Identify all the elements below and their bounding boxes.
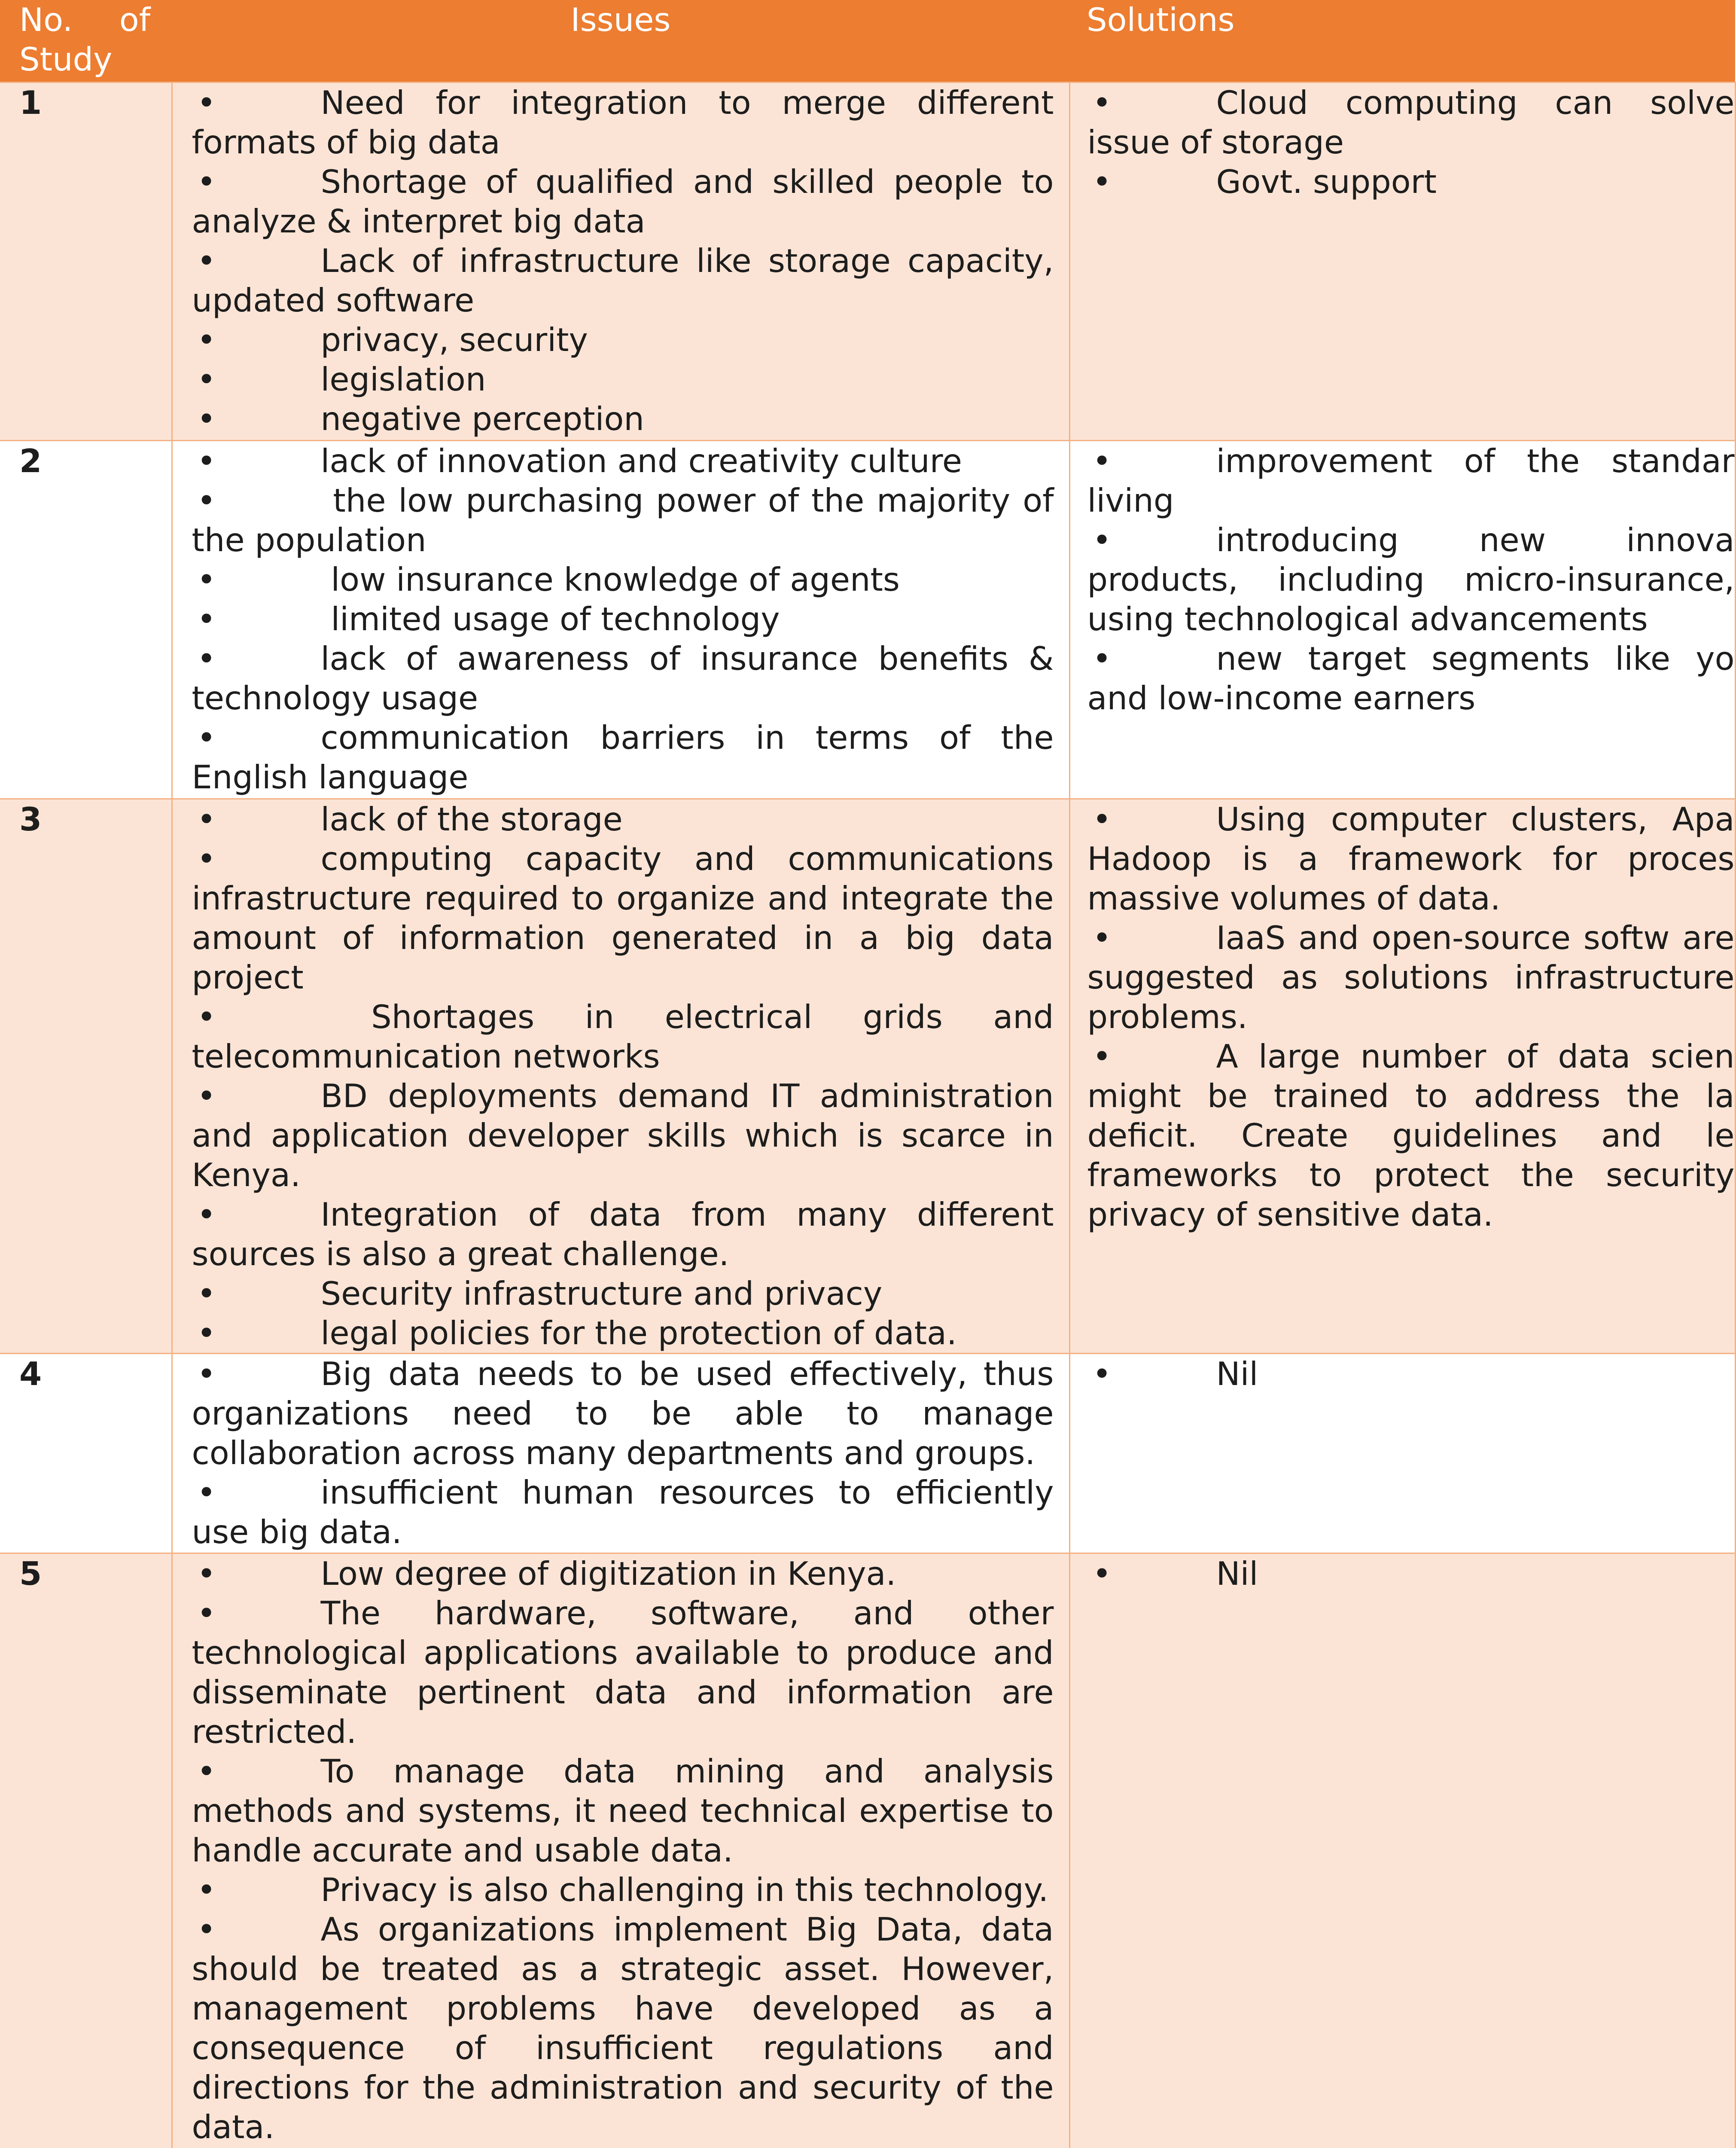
- issues-cell: [172, 1553, 1069, 2148]
- study-number-cell: 1: [0, 82, 172, 441]
- solution-item: [1087, 639, 1735, 718]
- bullet-icon: •: [1092, 521, 1112, 559]
- bullet-icon: •: [197, 1474, 216, 1511]
- issue-text: privacy, security: [320, 321, 588, 359]
- solutions-cell: [1069, 799, 1735, 1354]
- issue-text: BD deployments demand IT administration and application developer skills which is scarce in Kenya.: [192, 1077, 1054, 1194]
- solution-text: improvement of the standar living: [1087, 442, 1735, 519]
- table-row: [0, 441, 1735, 799]
- issue-text: limited usage of technology: [320, 600, 780, 638]
- issue-item: [192, 162, 1054, 241]
- table-body: [0, 82, 1735, 2148]
- table-row: [0, 1354, 1735, 1553]
- solution-text: Govt. support: [1216, 163, 1437, 201]
- issue-item: [192, 83, 1054, 162]
- issue-text: communication barriers in terms of the English language: [192, 719, 1054, 796]
- solution-item: [1087, 799, 1735, 918]
- bullet-icon: •: [197, 1314, 216, 1352]
- issue-item: [192, 1354, 1054, 1473]
- bullet-icon: •: [197, 360, 216, 398]
- table-row: [0, 1553, 1735, 2148]
- solutions-cell: [1069, 82, 1735, 441]
- issue-text: To manage data mining and analysis methods and systems, it need technical expertise to handle accurate and usable data.: [192, 1752, 1054, 1869]
- solution-item: [1087, 162, 1735, 201]
- solution-item: [1087, 1554, 1735, 1593]
- issue-text: Shortages in electrical grids and telecommunication networks: [192, 998, 1054, 1075]
- issue-item: [192, 399, 1054, 439]
- bullet-icon: •: [197, 640, 216, 677]
- issues-cell: [172, 799, 1069, 1354]
- solution-text: Cloud computing can solve issue of storage: [1087, 84, 1735, 161]
- issue-text: Need for integration to merge different formats of big data: [192, 84, 1054, 161]
- issue-item: [192, 481, 1054, 560]
- bullet-icon: •: [1092, 640, 1112, 677]
- issue-text: Integration of data from many different sources is also a great challenge.: [192, 1196, 1054, 1273]
- bullet-icon: •: [197, 561, 216, 598]
- solution-item: [1087, 1354, 1735, 1394]
- solution-item: [1087, 918, 1735, 1037]
- study-number-cell: 3: [0, 799, 172, 1354]
- issue-item: [192, 320, 1054, 360]
- bullet-icon: •: [197, 1752, 216, 1790]
- study-number-cell: 2: [0, 441, 172, 799]
- issues-cell: [172, 82, 1069, 441]
- issue-text: negative perception: [320, 400, 644, 438]
- issue-item: [192, 1593, 1054, 1751]
- bullet-icon: •: [197, 1355, 216, 1393]
- issue-item: [192, 1870, 1054, 1910]
- issue-text: legal policies for the protection of data.: [320, 1314, 957, 1352]
- issue-text: insufficient human resources to efficiently use big data.: [192, 1474, 1054, 1551]
- issue-item: [192, 1274, 1054, 1313]
- issue-text: computing capacity and communications infrastructure required to organize and integrate the amount of information generated in a big data project: [192, 840, 1054, 996]
- solution-text: Using computer clusters, Apa Hadoop is a framework for proces massive volumes of data.: [1087, 800, 1735, 917]
- header-no-line-1: No. of: [19, 1, 150, 39]
- bullet-icon: •: [197, 1077, 216, 1115]
- issue-text: Privacy is also challenging in this technology.: [320, 1871, 1049, 1909]
- issue-item: [192, 1751, 1054, 1870]
- issue-item: [192, 241, 1054, 320]
- bullet-icon: •: [197, 242, 216, 280]
- issue-item: [192, 1554, 1054, 1593]
- solution-item: [1087, 441, 1735, 520]
- solution-text: Nil: [1216, 1555, 1258, 1593]
- study-number-cell: 4: [0, 1354, 172, 1553]
- solution-text: Nil: [1216, 1355, 1258, 1393]
- issue-item: [192, 599, 1054, 639]
- issue-item: [192, 360, 1054, 399]
- solution-text: new target segments like yo and low-income earners: [1087, 640, 1735, 717]
- issue-text: Lack of infrastructure like storage capacity, updated software: [192, 242, 1054, 319]
- issue-text: Low degree of digitization in Kenya.: [320, 1555, 896, 1593]
- issue-item: [192, 441, 1054, 481]
- solution-text: IaaS and open-source softw are suggested as solutions infrastructure problems.: [1087, 919, 1735, 1036]
- bullet-icon: •: [197, 600, 216, 638]
- bullet-icon: •: [197, 719, 216, 757]
- issue-text: Big data needs to be used effectively, thus organizations need to be able to manage collaboration across many departments and groups.: [192, 1355, 1054, 1472]
- solution-item: [1087, 1037, 1735, 1234]
- bullet-icon: •: [197, 400, 216, 438]
- study-number-cell: 5: [0, 1553, 172, 2148]
- bullet-icon: •: [197, 800, 216, 838]
- bullet-icon: •: [1092, 163, 1112, 201]
- issue-text: The hardware, software, and other technological applications available to produce and disseminate pertinent data and information are restricted.: [192, 1594, 1054, 1751]
- bullet-icon: •: [197, 1196, 216, 1233]
- bullet-icon: •: [197, 442, 216, 480]
- issue-item: [192, 718, 1054, 797]
- bullet-icon: •: [1092, 1037, 1112, 1075]
- bullet-icon: •: [1092, 442, 1112, 480]
- bullet-icon: •: [1092, 1555, 1112, 1593]
- header-issues: Issues: [172, 0, 1069, 82]
- bullet-icon: •: [1092, 1355, 1112, 1393]
- issue-text: low insurance knowledge of agents: [320, 561, 900, 598]
- solution-item: [1087, 83, 1735, 162]
- issue-text: As organizations implement Big Data, data should be treated as a strategic asset. However, management problems have developed as a consequence of insufficient regulations and directions for the administration and security of the data.: [192, 1910, 1054, 2146]
- bullet-icon: •: [1092, 919, 1112, 957]
- bullet-icon: •: [197, 998, 216, 1036]
- table-row: [0, 82, 1735, 441]
- issue-text: lack of innovation and creativity culture: [320, 442, 962, 480]
- issue-item: [192, 799, 1054, 839]
- bullet-icon: •: [197, 163, 216, 201]
- bullet-icon: •: [197, 84, 216, 122]
- solutions-cell: [1069, 1553, 1735, 2148]
- solution-text: A large number of data scien might be trained to address the la deficit. Create guidelines and le frameworks to protect the security privacy of sensitive data.: [1087, 1037, 1735, 1233]
- issue-text: lack of the storage: [320, 800, 623, 838]
- solutions-cell: [1069, 441, 1735, 799]
- header-no-line-2: Study: [19, 40, 113, 78]
- bullet-icon: •: [197, 1275, 216, 1312]
- issue-item: [192, 1313, 1054, 1353]
- bullet-icon: •: [197, 321, 216, 359]
- issues-cell: [172, 441, 1069, 799]
- bullet-icon: •: [197, 482, 216, 519]
- bullet-icon: •: [197, 1910, 216, 1948]
- issue-text: lack of awareness of insurance benefits & technology usage: [192, 640, 1054, 717]
- issue-item: [192, 639, 1054, 718]
- solution-item: [1087, 520, 1735, 639]
- table-header-row: [0, 0, 1735, 82]
- bullet-icon: •: [197, 840, 216, 878]
- header-solutions: Solutions: [1069, 0, 1735, 82]
- solutions-cell: [1069, 1354, 1735, 1553]
- bullet-icon: •: [197, 1555, 216, 1593]
- issue-item: [192, 560, 1054, 599]
- bullet-icon: •: [197, 1871, 216, 1909]
- issue-text: Security infrastructure and privacy: [320, 1275, 883, 1312]
- issue-item: [192, 997, 1054, 1076]
- issue-item: [192, 839, 1054, 997]
- issues-cell: [172, 1354, 1069, 1553]
- header-no-of-study: [0, 0, 172, 82]
- issue-item: [192, 1076, 1054, 1195]
- issue-item: [192, 1910, 1054, 2147]
- issue-item: [192, 1195, 1054, 1274]
- solution-text: introducing new innova products, including micro-insurance, using technological advancements: [1087, 521, 1735, 638]
- bullet-icon: •: [197, 1594, 216, 1632]
- issue-text: the low purchasing power of the majority of the population: [192, 482, 1054, 559]
- issue-text: Shortage of qualified and skilled people to analyze & interpret big data: [192, 163, 1054, 240]
- bullet-icon: •: [1092, 800, 1112, 838]
- issue-text: legislation: [320, 360, 486, 398]
- issue-item: [192, 1473, 1054, 1552]
- table-row: [0, 799, 1735, 1354]
- bullet-icon: •: [1092, 84, 1112, 122]
